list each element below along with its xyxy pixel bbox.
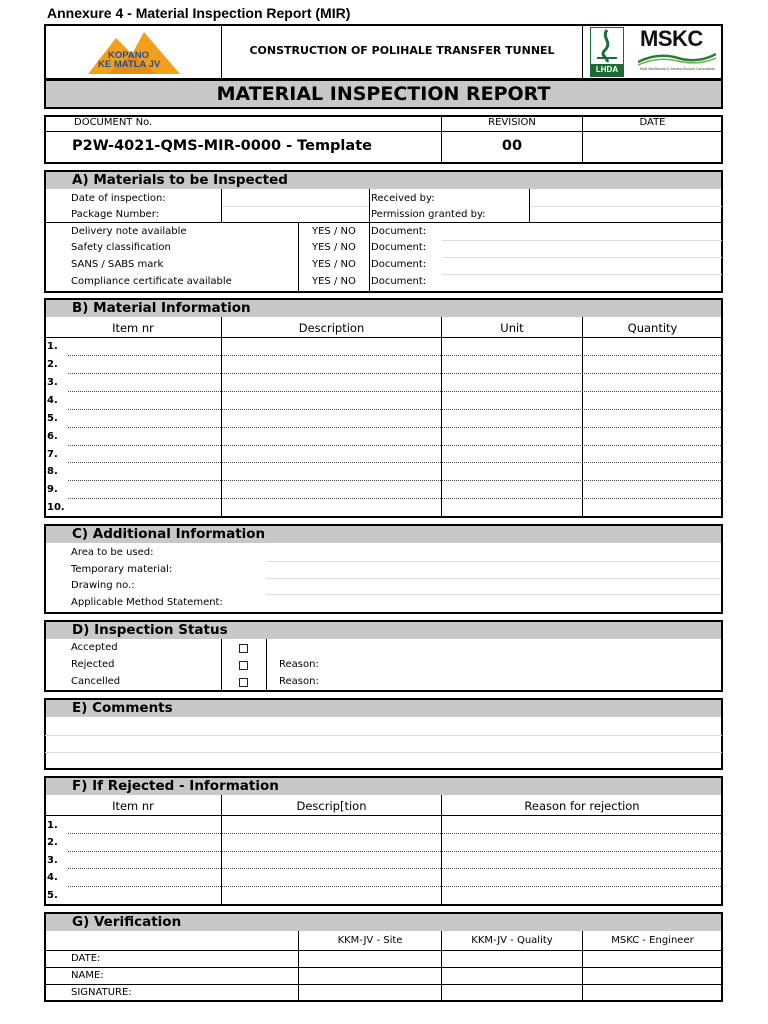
section-d-header: D) Inspection Status — [44, 620, 723, 641]
material-table — [44, 317, 723, 518]
section-c-header: C) Additional Information — [44, 524, 723, 545]
check-yes-no[interactable]: YES / NO — [312, 259, 356, 270]
mskc-logo — [636, 26, 718, 78]
check-label: Compliance certificate available — [71, 276, 232, 287]
row-number: 6. — [47, 431, 58, 442]
check-label: SANS / SABS mark — [71, 259, 164, 270]
verification-row-label: SIGNATURE: — [71, 987, 132, 998]
column-header: Reason for rejection — [524, 799, 640, 813]
check-document-label: Document: — [371, 276, 427, 287]
kopano-logo-line2: KE MATLA JV — [98, 59, 161, 70]
revision-value[interactable]: 00 — [501, 138, 523, 154]
lhda-logo-text: LHDA — [591, 64, 623, 76]
mskc-logo-text: MSKC — [640, 26, 703, 51]
received-by-label: Received by: — [371, 193, 435, 204]
column-header: Description — [298, 321, 365, 335]
verifier-column: KKM-JV - Site — [337, 935, 403, 946]
row-number: 8. — [47, 466, 58, 477]
verification-row-label: NAME: — [71, 970, 104, 981]
check-yes-no[interactable]: YES / NO — [312, 276, 356, 287]
section-a-header: A) Materials to be Inspected — [44, 170, 723, 191]
column-header: Item nr — [112, 321, 154, 335]
doc-no-value[interactable]: P2W-4021-QMS-MIR-0000 - Template — [72, 138, 372, 154]
rejected-checkbox[interactable] — [239, 661, 248, 670]
verifier-column: KKM-JV - Quality — [471, 935, 553, 946]
row-number: 3. — [47, 377, 58, 388]
verifier-column: MSKC - Engineer — [611, 935, 694, 946]
row-number: 5. — [47, 413, 58, 424]
row-number: 2. — [47, 359, 58, 370]
additional-field-label: Area to be used: — [71, 547, 154, 558]
section-g-header: G) Verification — [44, 912, 723, 933]
lhda-logo — [590, 27, 624, 77]
row-number: 2. — [47, 837, 58, 848]
status-label: Rejected — [71, 659, 115, 670]
row-number: 10. — [47, 502, 65, 513]
column-header: Quantity — [627, 321, 678, 335]
annexure-title: Annexure 4 - Material Inspection Report (MIR) — [47, 5, 351, 21]
kopano-logo-line1: KOPANO — [108, 50, 149, 61]
section-b-header: B) Material Information — [44, 298, 723, 319]
check-document-label: Document: — [371, 226, 427, 237]
reason-label: Reason: — [279, 676, 319, 687]
permission-granted-label: Permission granted by: — [371, 209, 486, 220]
status-label: Accepted — [71, 642, 118, 653]
project-title: CONSTRUCTION OF POLIHALE TRANSFER TUNNEL — [249, 44, 555, 57]
row-number: 3. — [47, 855, 58, 866]
revision-label: REVISION — [488, 117, 536, 128]
doc-no-label: DOCUMENT No. — [74, 117, 153, 128]
status-label: Cancelled — [71, 676, 121, 687]
verification-row-label: DATE: — [71, 953, 101, 964]
check-yes-no[interactable]: YES / NO — [312, 226, 356, 237]
column-header: Item nr — [112, 799, 154, 813]
column-header: Descrip[tion — [296, 799, 367, 813]
report-title: MATERIAL INSPECTION REPORT — [44, 79, 723, 109]
check-document-label: Document: — [371, 259, 427, 270]
date-label: DATE — [639, 117, 666, 128]
accepted-checkbox[interactable] — [239, 644, 248, 653]
section-f-header: F) If Rejected - Information — [44, 776, 723, 797]
additional-field-label: Applicable Method Statement: — [71, 597, 223, 608]
reason-label: Reason: — [279, 659, 319, 670]
row-number: 4. — [47, 872, 58, 883]
additional-field-label: Drawing no.: — [71, 580, 135, 591]
comments-box[interactable] — [44, 717, 723, 770]
check-label: Safety classification — [71, 242, 171, 253]
section-d-box — [44, 639, 723, 692]
mskc-logo-subtitle: Mott MacDonald & Seneca-Khulule Consultants — [640, 67, 716, 71]
row-number: 4. — [47, 395, 58, 406]
row-number: 1. — [47, 341, 58, 352]
date-of-inspection-label: Date of inspection: — [71, 193, 166, 204]
check-document-label: Document: — [371, 242, 427, 253]
package-number-label: Package Number: — [71, 209, 159, 220]
kopano-logo — [86, 30, 182, 76]
section-e-header: E) Comments — [44, 698, 723, 719]
column-header: Unit — [500, 321, 524, 335]
row-number: 9. — [47, 484, 58, 495]
check-label: Delivery note available — [71, 226, 187, 237]
check-yes-no[interactable]: YES / NO — [312, 242, 356, 253]
row-number: 1. — [47, 820, 58, 831]
cancelled-checkbox[interactable] — [239, 678, 248, 687]
row-number: 5. — [47, 890, 58, 901]
row-number: 7. — [47, 449, 58, 460]
additional-field-label: Temporary material: — [71, 564, 173, 575]
